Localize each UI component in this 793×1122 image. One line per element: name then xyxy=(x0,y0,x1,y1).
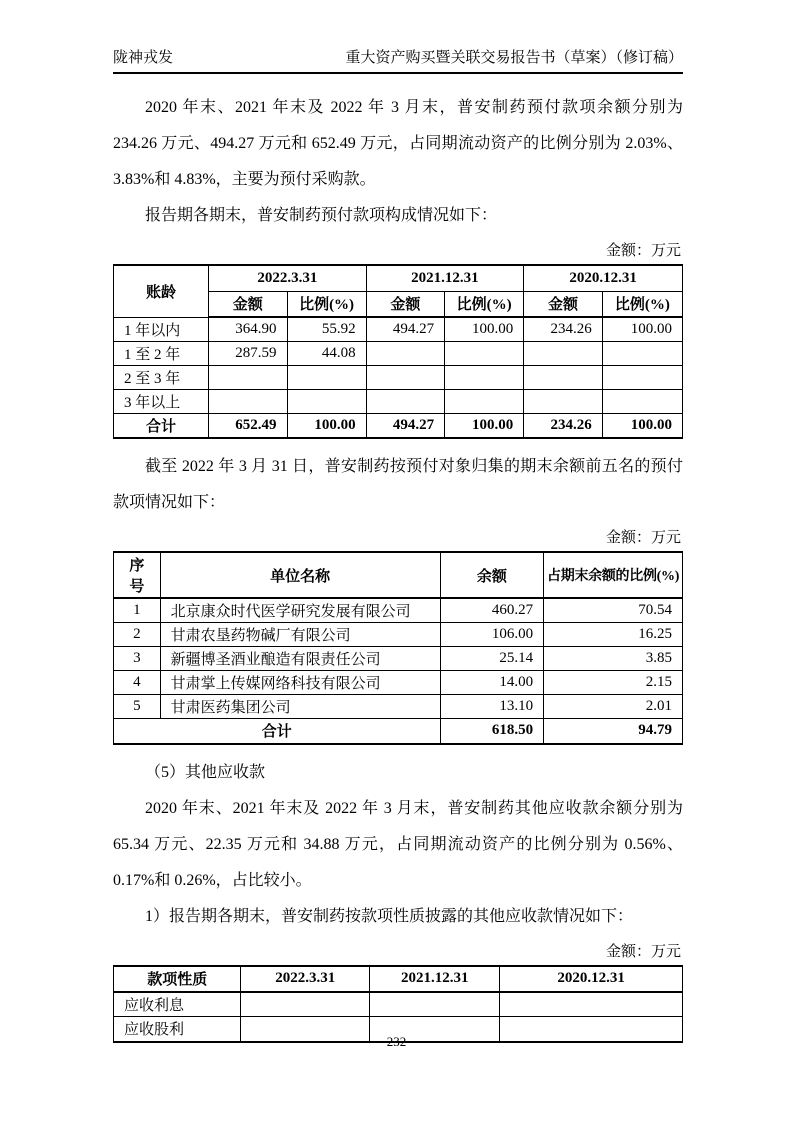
column-header-amount: 金额 xyxy=(524,291,603,317)
cell xyxy=(602,389,682,413)
cell-balance: 618.50 xyxy=(440,719,544,744)
paragraph-other-receivables-summary: 2020 年末、2021 年末及 2022 年 3 月末，普安制药其他应收款余额分别为 65.34 万元、22.35 万元和 34.88 万元，占同期流动资产的比例分别为 0.56%、0.17%和 0.26%，占比较小。 xyxy=(113,799,683,889)
header-report-title: 重大资产购买暨关联交易报告书（草案）（修订稿） xyxy=(345,50,683,66)
cell-entity-name: 甘肃农垦药物碱厂有限公司 xyxy=(160,623,440,647)
cell-entity-name: 新疆博圣酒业酿造有限责任公司 xyxy=(160,647,440,671)
table-row xyxy=(114,992,683,1017)
amount-unit-note-2: 金额：万元 xyxy=(605,530,681,546)
header-company-short-name: 陇神戎发 xyxy=(113,50,174,66)
cell-entity-name: 北京康众时代医学研究发展有限公司 xyxy=(160,598,440,623)
cell: 494.27 xyxy=(366,413,445,438)
cell: 287.59 xyxy=(209,341,288,365)
cell-balance: 25.14 xyxy=(440,647,544,671)
cell xyxy=(500,992,683,1017)
paragraph-nature-table-intro: 1）报告期各期末，普安制药按款项性质披露的其他应收款情况如下： xyxy=(145,907,634,925)
cell-entity-name: 甘肃掌上传媒网络科技有限公司 xyxy=(160,671,440,695)
cell-ratio: 94.79 xyxy=(544,719,683,744)
column-header-period-2021: 2021.12.31 xyxy=(370,966,500,992)
paragraph-aging-table-intro: 报告期各期末，普安制药预付款项构成情况如下： xyxy=(145,207,498,224)
cell: 494.27 xyxy=(366,317,445,341)
cell: 100.00 xyxy=(445,317,524,341)
amount-unit-note-1: 金额：万元 xyxy=(605,243,681,259)
cell xyxy=(445,341,524,365)
paragraph-top5-intro: 截至 2022 年 3 月 31 日，普安制药按预付对象归集的期末余额前五名的预付款项情况如下： xyxy=(113,458,683,511)
table-total-row xyxy=(114,719,683,744)
total-label-cell: 合计 xyxy=(114,413,209,438)
table-row xyxy=(114,317,683,341)
nature-label-cell: 应收利息 xyxy=(114,992,241,1017)
cell xyxy=(209,365,288,389)
cell: 234.26 xyxy=(524,413,603,438)
table-row xyxy=(114,341,683,365)
paragraph-prepayment-summary: 2020 年末、2021 年末及 2022 年 3 月末，普安制药预付款项余额分别为 234.26 万元、494.27 万元和 652.49 万元，占同期流动资产的比例分别为 2.03%、3.83%和 4.83%，主要为预付采购款。 xyxy=(113,99,683,188)
aging-label-cell: 2 至 3 年 xyxy=(114,365,209,389)
aging-label-cell: 3 年以上 xyxy=(114,389,209,413)
cell xyxy=(370,992,500,1017)
cell-ratio: 2.01 xyxy=(544,695,683,719)
table-header-row xyxy=(114,552,683,598)
table-row xyxy=(114,671,683,695)
cell xyxy=(241,992,370,1017)
table-total-row xyxy=(114,413,683,438)
cell xyxy=(602,365,682,389)
cell: 364.90 xyxy=(209,317,288,341)
cell xyxy=(287,389,366,413)
page-header xyxy=(113,46,683,74)
cell-no: 1 xyxy=(114,598,161,623)
cell-balance: 14.00 xyxy=(440,671,544,695)
cell xyxy=(366,365,445,389)
column-header-amount: 金额 xyxy=(209,291,288,317)
nature-label-cell: 应收股利 xyxy=(114,1017,241,1042)
cell xyxy=(445,389,524,413)
cell-balance: 460.27 xyxy=(440,598,544,623)
cell-balance: 13.10 xyxy=(440,695,544,719)
cell xyxy=(602,341,682,365)
cell: 100.00 xyxy=(445,413,524,438)
cell xyxy=(445,365,524,389)
cell-no: 5 xyxy=(114,695,161,719)
column-header-ratio: 比例(%) xyxy=(602,291,682,317)
cell-no: 3 xyxy=(114,647,161,671)
cell: 55.92 xyxy=(287,317,366,341)
cell xyxy=(287,365,366,389)
cell: 100.00 xyxy=(287,413,366,438)
column-header-ratio-of-ending-balance: 占期末余额的比例(%) xyxy=(544,552,683,598)
cell xyxy=(366,389,445,413)
column-header-no: 序号 xyxy=(114,552,161,598)
cell-balance: 106.00 xyxy=(440,623,544,647)
column-header-aging: 账龄 xyxy=(114,265,209,317)
column-header-nature: 款项性质 xyxy=(114,966,241,992)
cell: 100.00 xyxy=(602,317,682,341)
column-header-ratio: 比例(%) xyxy=(287,291,366,317)
table-row xyxy=(114,647,683,671)
column-header-entity-name: 单位名称 xyxy=(160,552,440,598)
cell-entity-name: 甘肃医药集团公司 xyxy=(160,695,440,719)
prepayment-top5-table xyxy=(113,551,683,745)
total-label-cell: 合计 xyxy=(114,719,441,744)
table-row xyxy=(114,598,683,623)
cell-ratio: 3.85 xyxy=(544,647,683,671)
column-header-period-2020: 2020.12.31 xyxy=(500,966,683,992)
table-row xyxy=(114,365,683,389)
column-header-period-2022: 2022.3.31 xyxy=(209,265,367,291)
cell-no: 4 xyxy=(114,671,161,695)
column-header-period-2021: 2021.12.31 xyxy=(366,265,524,291)
other-receivables-nature-table xyxy=(113,965,683,1043)
aging-label-cell: 1 至 2 年 xyxy=(114,341,209,365)
cell xyxy=(524,389,603,413)
amount-unit-note-3: 金额：万元 xyxy=(605,943,681,960)
column-header-ratio: 比例(%) xyxy=(445,291,524,317)
cell-ratio: 16.25 xyxy=(544,623,683,647)
table-row xyxy=(114,623,683,647)
aging-label-cell: 1 年以内 xyxy=(114,317,209,341)
cell: 234.26 xyxy=(524,317,603,341)
cell xyxy=(524,341,603,365)
column-header-balance: 余额 xyxy=(440,552,544,598)
column-header-period-2020: 2020.12.31 xyxy=(524,265,683,291)
cell xyxy=(209,389,288,413)
cell: 44.08 xyxy=(287,341,366,365)
cell xyxy=(366,341,445,365)
cell-ratio: 70.54 xyxy=(544,598,683,623)
page-number: 232 xyxy=(386,1034,407,1049)
cell xyxy=(524,365,603,389)
prepayment-aging-table xyxy=(113,264,683,439)
cell: 652.49 xyxy=(209,413,288,438)
column-header-period-2022: 2022.3.31 xyxy=(241,966,370,992)
table-row xyxy=(114,389,683,413)
table-header-row xyxy=(114,966,683,992)
cell: 100.00 xyxy=(602,413,682,438)
cell-no: 2 xyxy=(114,623,161,647)
section-heading-other-receivables: （5）其他应收款 xyxy=(145,763,266,781)
table-row xyxy=(114,695,683,719)
cell-ratio: 2.15 xyxy=(544,671,683,695)
table-header-row xyxy=(114,265,683,291)
column-header-amount: 金额 xyxy=(366,291,445,317)
